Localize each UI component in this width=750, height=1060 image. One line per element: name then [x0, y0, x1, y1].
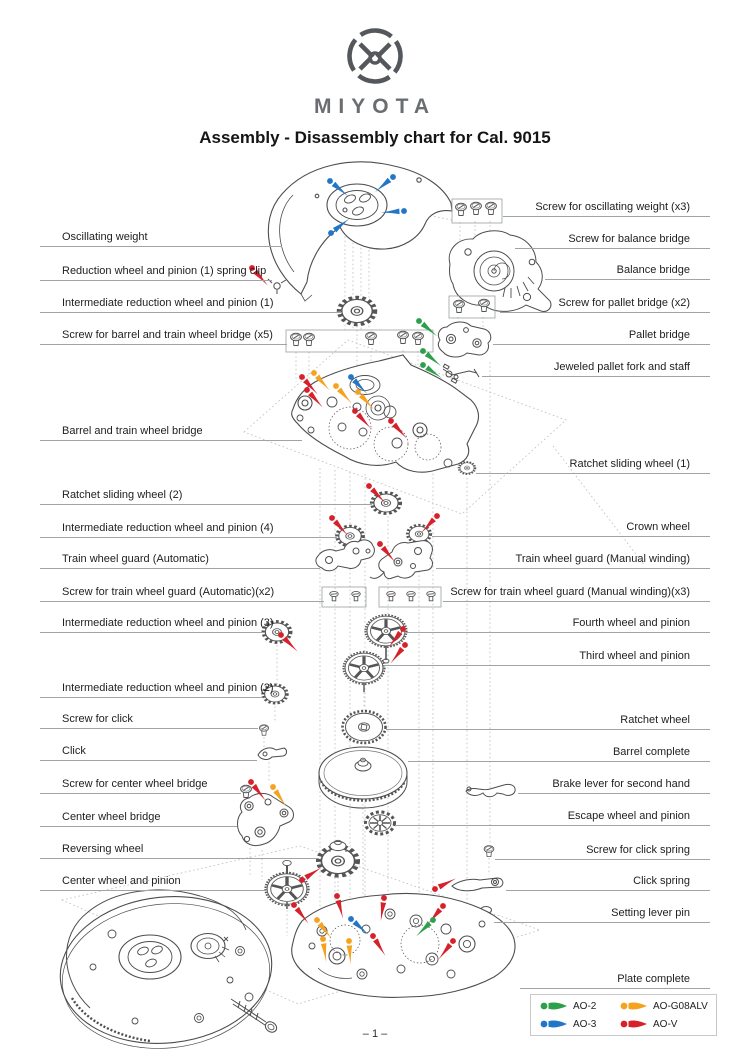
part-label-right-3: [500, 294, 710, 313]
part-label-text: Screw for pallet bridge (x2): [558, 296, 690, 309]
part-label-text: Click: [62, 744, 86, 757]
part-label-text: Plate complete: [617, 972, 690, 985]
part-label-right-19: [520, 970, 710, 989]
screw-click-part: [259, 725, 268, 735]
ratchet-sliding-wheel-1-part: [459, 462, 475, 474]
legend-item-label: AO-G08ALV: [653, 1000, 708, 1012]
part-label-text: Intermediate reduction wheel and pinion (4): [62, 521, 274, 534]
ratchet-wheel-part: [343, 711, 386, 743]
chart-title: Assembly - Disassembly chart for Cal. 9015: [199, 128, 551, 147]
part-label-text: Escape wheel and pinion: [567, 809, 690, 822]
part-label-right-4: [493, 326, 710, 345]
part-label-left-7: [40, 550, 320, 569]
legend-item-label: AO-V: [653, 1018, 678, 1030]
part-label-left-9: [40, 614, 274, 633]
part-label-right-13: [408, 743, 710, 762]
part-label-left-4: [40, 422, 302, 441]
legend-oil-marker-icon: [619, 1000, 649, 1012]
part-label-right-18: [494, 904, 710, 923]
part-label-text: Ratchet sliding wheel (2): [62, 488, 183, 501]
part-label-text: Screw for barrel and train wheel bridge (x5): [62, 328, 273, 341]
screw-click-spring-part: [484, 846, 494, 857]
part-label-text: Oscillating weight: [62, 230, 148, 243]
part-label-text: Jeweled pallet fork and staff: [553, 360, 690, 373]
part-label-right-16: [495, 841, 710, 860]
part-label-text: Center wheel bridge: [62, 810, 161, 823]
part-label-text: Center wheel and pinion: [62, 874, 181, 887]
third-wheel-part: [343, 652, 384, 692]
part-label-left-12: [40, 742, 257, 761]
brake-lever-part: [466, 784, 515, 796]
part-label-text: Intermediate reduction wheel and pinion (2): [62, 681, 274, 694]
part-label-right-11: [384, 647, 710, 666]
part-label-left-10: [40, 679, 274, 698]
oscillating-weight-screws: [452, 199, 502, 223]
part-label-left-6: [40, 519, 337, 538]
part-label-left-0: [40, 228, 282, 247]
part-label-text: Screw for oscillating weight (x3): [535, 200, 690, 213]
barrel-complete-part: [319, 747, 407, 808]
part-label-text: Balance bridge: [616, 263, 690, 276]
part-label-text: Screw for click: [62, 712, 133, 725]
legend-item-label: AO-3: [573, 1018, 597, 1030]
part-label-left-15: [40, 840, 319, 859]
screw-center-wheel-bridge-part: [241, 785, 252, 797]
part-label-left-14: [40, 808, 237, 827]
oscillating-weight-part: [268, 162, 452, 301]
part-label-right-10: [406, 614, 710, 633]
part-label-text: Fourth wheel and pinion: [572, 616, 690, 629]
part-label-text: Intermediate reduction wheel and pinion (1): [62, 296, 274, 309]
part-label-text: Screw for train wheel guard (Automatic)(x2): [62, 585, 275, 598]
part-label-left-11: [40, 710, 258, 729]
part-label-right-2: [545, 261, 710, 280]
click-spring-part: [452, 878, 503, 891]
intermediate-reduction-wheel-1-part: [339, 298, 374, 325]
part-label-right-9: [443, 583, 710, 602]
bridge-screws: [286, 330, 433, 352]
part-label-right-6: [476, 455, 710, 474]
part-label-right-14: [518, 775, 710, 794]
part-label-text: Barrel complete: [612, 745, 690, 758]
reversing-wheel-part: [319, 840, 357, 875]
page-number: – 1 –: [362, 1028, 388, 1040]
train-guard-screws-automatic: [322, 587, 366, 607]
part-label-right-12: [386, 711, 710, 730]
part-label-text: Intermediate reduction wheel and pinion (3): [62, 616, 274, 629]
part-label-text: Barrel and train wheel bridge: [62, 424, 203, 437]
part-label-text: Reversing wheel: [62, 842, 144, 855]
part-label-left-3: [40, 326, 287, 345]
part-label-text: Ratchet sliding wheel (1): [569, 457, 690, 470]
part-label-right-15: [395, 807, 710, 826]
ratchet-sliding-wheel-2-part: [372, 493, 400, 514]
part-label-right-0: [503, 198, 710, 217]
part-label-text: Click spring: [633, 874, 690, 887]
click-part: [258, 748, 287, 760]
pallet-bridge-part: [438, 322, 490, 357]
part-label-left-16: [40, 872, 266, 891]
spring-clip-part: [268, 279, 286, 294]
part-label-text: Train wheel guard (Manual winding): [515, 552, 690, 565]
center-wheel-pinion-part: [265, 860, 308, 909]
part-label-text: Brake lever for second hand: [552, 777, 690, 790]
part-label-text: Screw for click spring: [586, 843, 690, 856]
part-label-text: Screw for train wheel guard (Manual winding)(x3): [450, 585, 690, 598]
brand-name: MIYOTA: [313, 95, 437, 118]
part-label-text: Setting lever pin: [611, 906, 690, 919]
part-label-text: Pallet bridge: [628, 328, 690, 341]
escape-wheel-part: [366, 812, 395, 834]
legend-oil-marker-icon: [539, 1000, 569, 1012]
part-label-right-1: [515, 230, 710, 249]
part-label-left-1: [40, 262, 272, 281]
part-label-text: Screw for balance bridge: [568, 232, 690, 245]
part-label-text: Train wheel guard (Automatic): [62, 552, 209, 565]
part-label-text: Crown wheel: [626, 520, 690, 533]
part-label-right-17: [506, 872, 710, 891]
part-label-text: Reduction wheel and pinion (1) spring clip: [62, 264, 267, 277]
center-wheel-bridge-part: [238, 793, 294, 845]
part-label-right-7: [432, 518, 710, 537]
part-label-text: Screw for center wheel bridge: [62, 777, 208, 790]
part-label-text: Ratchet wheel: [620, 713, 690, 726]
pallet-fork-part: [443, 364, 479, 383]
legend-item-label: AO-2: [573, 1000, 597, 1012]
legend-item-AO-G08ALV: [619, 1000, 708, 1012]
part-label-left-8: [40, 583, 324, 602]
part-label-right-5: [482, 358, 710, 377]
part-label-left-13: [40, 775, 241, 794]
part-label-left-5: [40, 486, 372, 505]
barrel-train-wheel-bridge-part: [292, 355, 479, 472]
part-label-left-2: [40, 294, 342, 313]
part-label-text: Third wheel and pinion: [579, 649, 690, 662]
legend-item-AO-2: [539, 1000, 619, 1012]
part-label-right-8: [436, 550, 710, 569]
